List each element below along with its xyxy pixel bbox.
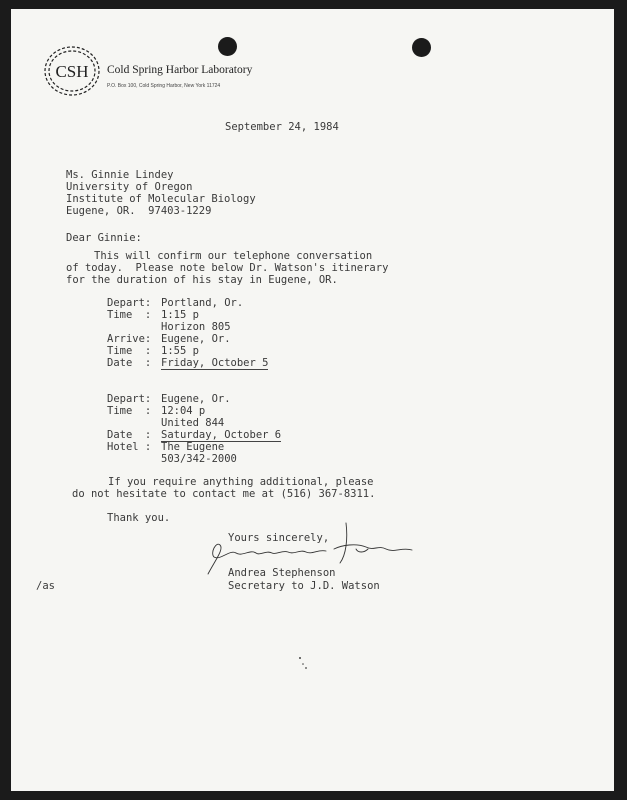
itinerary-label: Time : (107, 309, 152, 321)
itinerary-label: Date : (107, 357, 152, 369)
itinerary-value: 1:55 p (161, 345, 199, 357)
itinerary-row (107, 405, 205, 417)
itinerary-value: The Eugene (161, 441, 225, 453)
itinerary-row (107, 321, 231, 333)
itinerary-label: Arrive: (107, 333, 152, 345)
intro-line: for the duration of his stay in Eugene, OR. (66, 274, 338, 286)
itinerary-value: Horizon 805 (161, 321, 231, 333)
signer-name: Andrea Stephenson (228, 567, 336, 579)
csh-logo-seal (40, 41, 104, 101)
org-name: Cold Spring Harbor Laboratory (107, 64, 253, 76)
seal-text: CSH (55, 62, 89, 81)
recipient-org: University of Oregon (66, 181, 193, 193)
letter-page (11, 9, 614, 791)
itinerary-label: Hotel : (107, 441, 152, 453)
itinerary-row (107, 441, 224, 453)
itinerary-row (107, 309, 199, 321)
itinerary-label: Depart: (107, 297, 152, 309)
itinerary-row (107, 429, 281, 441)
itinerary-value: United 844 (161, 417, 225, 429)
punch-hole (412, 38, 431, 57)
valediction: Yours sincerely, (228, 532, 330, 544)
itinerary-row (107, 453, 237, 465)
recipient-city: Eugene, OR. 97403-1229 (66, 205, 212, 217)
salutation: Dear Ginnie: (66, 232, 142, 244)
itinerary-label: Time : (107, 405, 152, 417)
itinerary-row (107, 297, 243, 309)
itinerary-value: 1:15 p (161, 309, 199, 321)
itinerary-label: Time : (107, 345, 152, 357)
thanks-line: Thank you. (107, 512, 171, 524)
recipient-name: Ms. Ginnie Lindey (66, 169, 174, 181)
paper-speck (297, 655, 309, 671)
itinerary-value: Portland, Or. (161, 297, 244, 309)
itinerary-value: 503/342-2000 (161, 453, 237, 465)
itinerary-value: Eugene, Or. (161, 393, 231, 405)
closing-line: do not hesitate to contact me at (516) 367-8311. (72, 488, 376, 500)
intro-line: This will confirm our telephone conversation (94, 250, 373, 262)
letter-date: September 24, 1984 (225, 121, 339, 133)
itinerary-row (107, 357, 268, 369)
itinerary-label: Date : (107, 429, 152, 441)
itinerary-value: Eugene, Or. (161, 333, 231, 345)
closing-line: If you require anything additional, please (108, 476, 374, 488)
recipient-dept: Institute of Molecular Biology (66, 193, 256, 205)
typist-initials: /as (36, 580, 55, 592)
itinerary-row (107, 417, 224, 429)
itinerary-label: Depart: (107, 393, 152, 405)
itinerary-row (107, 333, 231, 345)
itinerary-value: 12:04 p (161, 405, 206, 417)
signer-title: Secretary to J.D. Watson (228, 580, 380, 592)
punch-hole (218, 37, 237, 56)
itinerary-row (107, 345, 199, 357)
itinerary-value: Saturday, October 6 (161, 429, 282, 441)
org-address: P.O. Box 100, Cold Spring Harbor, New York 11724 (107, 83, 221, 89)
itinerary-value: Friday, October 5 (161, 357, 269, 369)
intro-line: of today. Please note below Dr. Watson's itinerary (66, 262, 389, 274)
itinerary-row (107, 393, 231, 405)
